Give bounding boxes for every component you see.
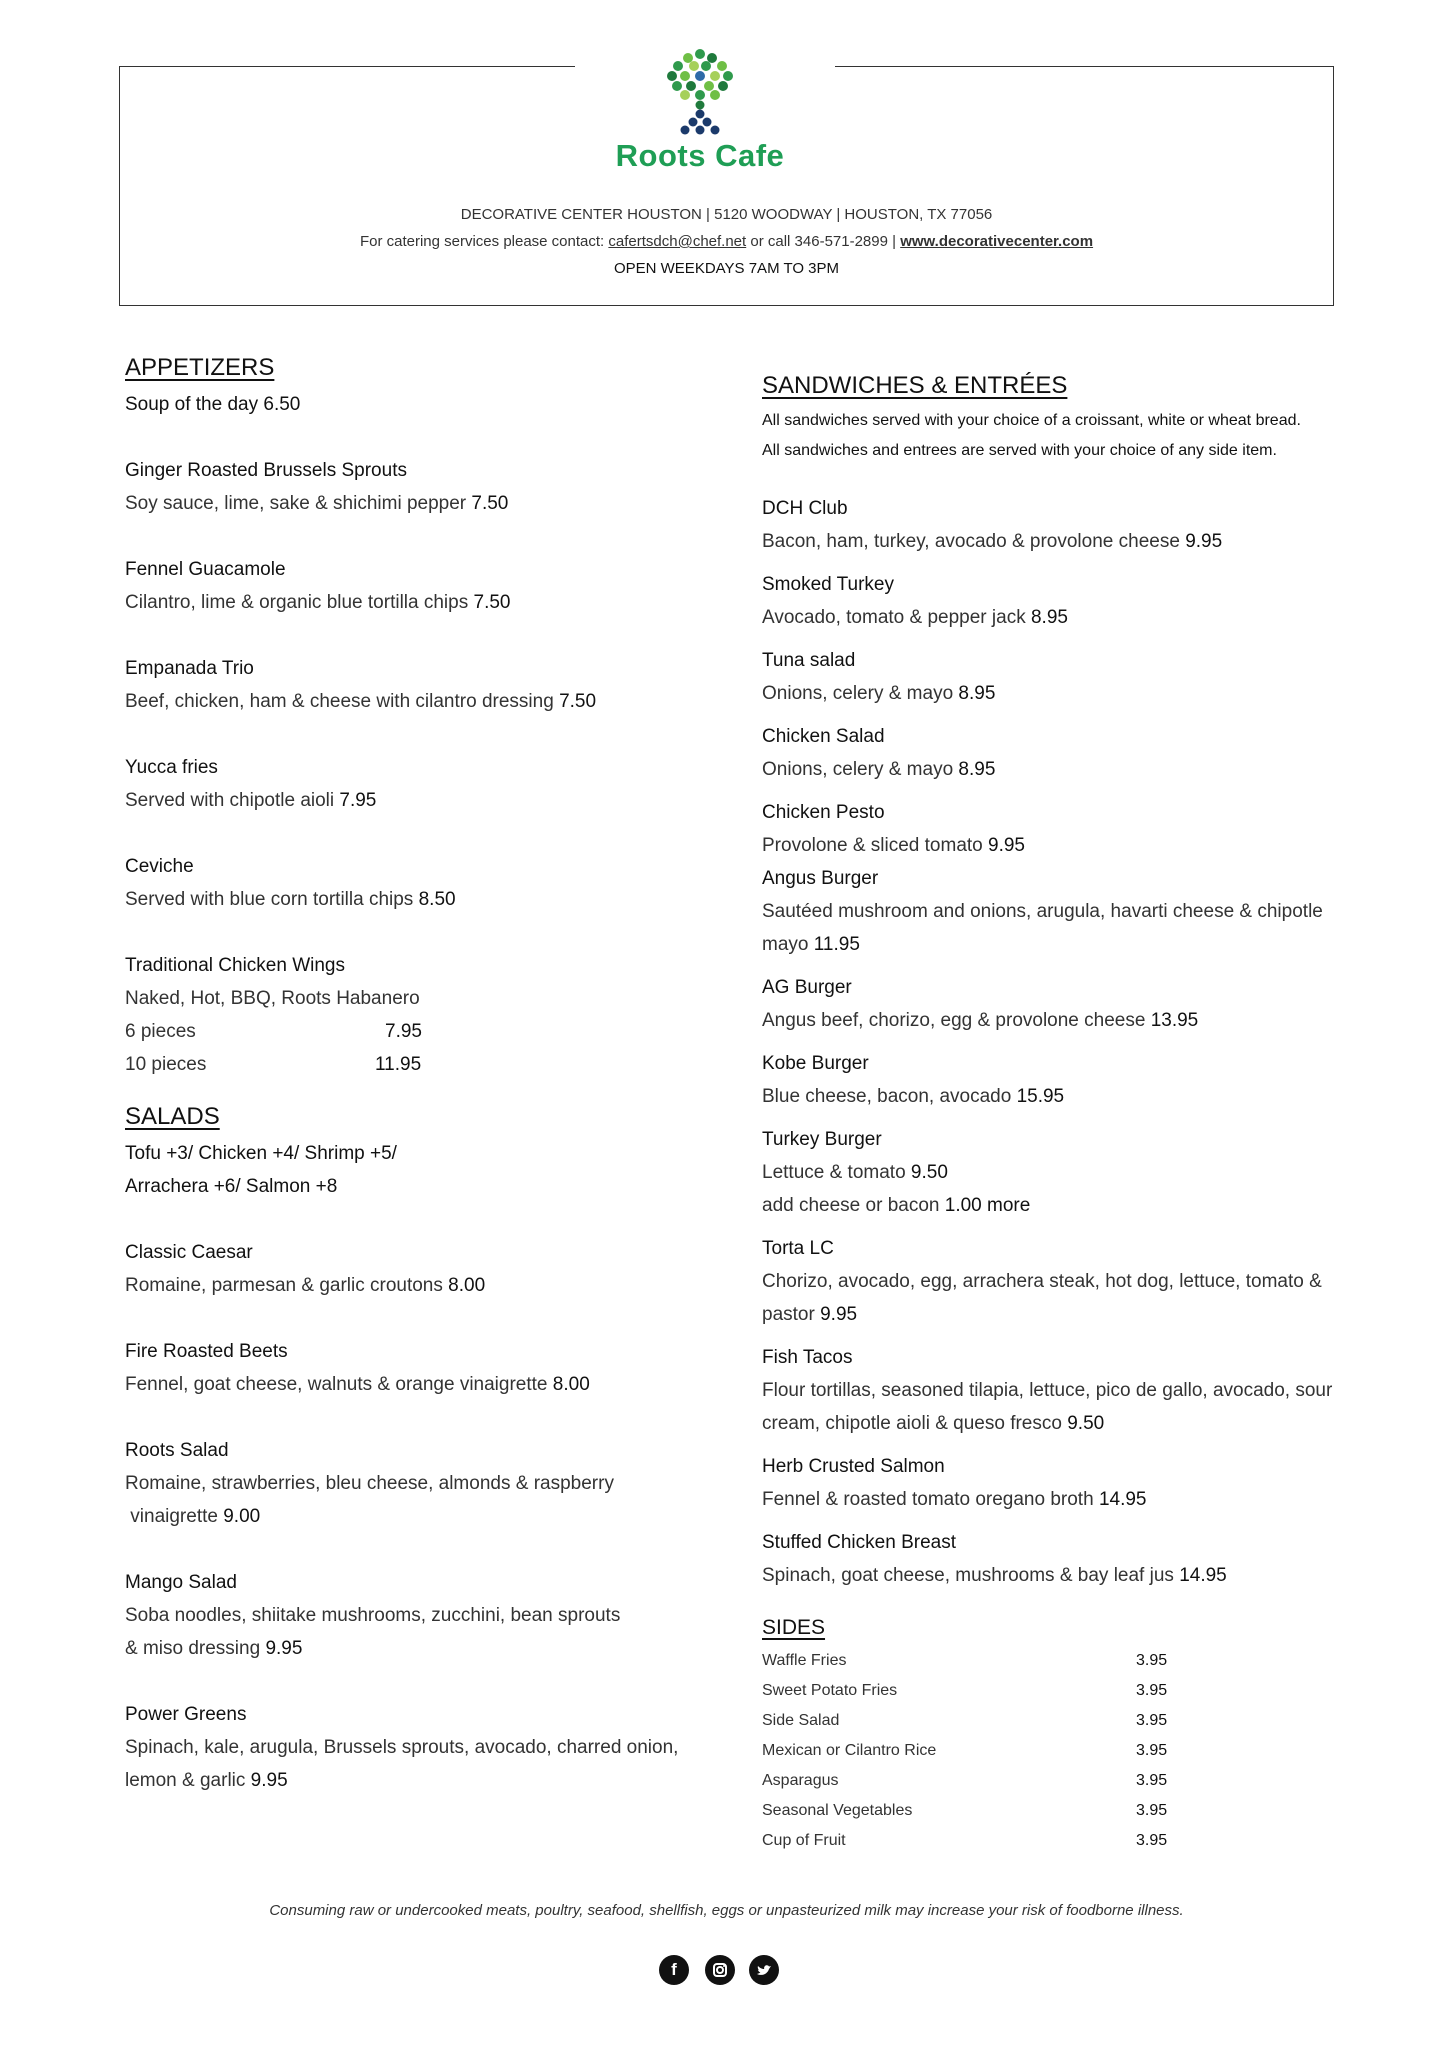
item-name: Torta LC [762,1238,834,1259]
item-price: 8.95 [958,683,996,704]
menu-item [762,796,1342,862]
soup-of-the-day: Soup of the day 6.50 [125,394,301,415]
address-line: DECORATIVE CENTER HOUSTON | 5120 WOODWAY | HOUSTON, TX 77056 [460,206,993,223]
item-name: Power Greens [125,1704,247,1725]
item-price: 8.00 [552,1374,590,1395]
menu-item [762,1526,1342,1592]
food-safety-disclaimer: Consuming raw or undercooked meats, poultry, seafood, shellfish, eggs or unpasteurized milk may increase your risk of foodborne illness. [269,1902,1184,1919]
menu-item [125,1566,685,1665]
item-price: 15.95 [1016,1086,1065,1107]
item-price: 9.95 [265,1638,303,1659]
item-name: Angus Burger [762,868,879,889]
item-price: 9.95 [1185,531,1223,552]
side-item [762,1676,1342,1706]
item-price: 8.00 [448,1275,486,1296]
side-name: Seasonal Vegetables [762,1802,913,1819]
item-desc: Bacon, ham, turkey, avocado & provolone cheese [762,531,1186,552]
item-price: 8.95 [958,759,996,780]
item-desc: Blue cheese, bacon, avocado [762,1086,1017,1107]
item-price: 14.95 [1098,1489,1147,1510]
item-name: Smoked Turkey [762,574,894,595]
side-item [762,1766,1342,1796]
item-desc: mayo [762,934,814,955]
item-price: 8.95 [1030,607,1068,628]
catering-line [119,233,1334,250]
wing-option-price: 7.95 [385,1021,422,1042]
menu-item [762,1232,1342,1331]
hours-line: OPEN WEEKDAYS 7AM TO 3PM [613,260,840,277]
item-desc: lemon & garlic [125,1770,251,1791]
side-item [762,1706,1342,1736]
menu-item [125,850,685,916]
side-name: Asparagus [762,1772,839,1789]
menu-item [125,1335,685,1401]
tree-logo-icon [655,46,745,144]
item-price: 9.50 [1067,1413,1105,1434]
side-item [762,1796,1342,1826]
catering-prefix: For catering services please contact: [359,233,609,250]
item-name: Chicken Pesto [762,802,885,823]
item-desc: Soy sauce, lime, sake & shichimi pepper [125,493,472,514]
item-desc: Served with blue corn tortilla chips [125,889,419,910]
item-price: 7.50 [471,493,509,514]
item-price: 9.95 [820,1304,858,1325]
item-name: DCH Club [762,498,848,519]
item-price: 7.50 [473,592,511,613]
wing-option [125,1048,685,1081]
item-desc: & miso dressing [125,1638,266,1659]
item-desc: Sautéed mushroom and onions, arugula, havarti cheese & chipotle [762,901,1323,922]
facebook-icon[interactable]: f [659,1955,689,1985]
side-price: 3.95 [1136,1772,1168,1789]
side-name: Waffle Fries [762,1652,847,1669]
menu-item [125,1434,685,1533]
menu-item [762,971,1342,1037]
item-desc: Beef, chicken, ham & cheese with cilantro dressing [125,691,560,712]
item-desc: Provolone & sliced tomato [762,835,989,856]
side-price: 3.95 [1136,1802,1168,1819]
catering-phone: or call 346-571-2899 | [746,233,901,250]
wing-option [125,1015,685,1048]
wing-option-label: 6 pieces [125,1021,196,1042]
item-price: 9.50 [910,1162,948,1183]
salad-addons: Tofu +3/ Chicken +4/ Shrimp +5/ [125,1143,397,1164]
menu-item [762,492,1342,558]
item-desc: Cilantro, lime & organic blue tortilla chips [125,592,474,613]
item-desc: Chorizo, avocado, egg, arrachera steak, hot dog, lettuce, tomato & [762,1271,1322,1292]
menu-item [762,1450,1342,1516]
wings-flavors: Naked, Hot, BBQ, Roots Habanero [125,988,420,1009]
side-name: Cup of Fruit [762,1832,846,1849]
item-desc: Onions, celery & mayo [762,683,959,704]
sandwich-note: All sandwiches served with your choice of a croissant, white or wheat bread. [762,412,1301,429]
item-name: Herb Crusted Salmon [762,1456,945,1477]
item-desc: Flour tortillas, seasoned tilapia, lettuce, pico de gallo, avocado, sour [762,1380,1333,1401]
wing-option-price: 11.95 [375,1054,422,1075]
item-name: Mango Salad [125,1572,237,1593]
item-price: 9.00 [223,1506,261,1527]
side-item [762,1646,1342,1676]
item-price: 7.95 [339,790,377,811]
instagram-icon[interactable] [705,1955,735,1985]
item-desc: Romaine, parmesan & garlic croutons [125,1275,449,1296]
menu-item [762,720,1342,786]
item-name: Fish Tacos [762,1347,853,1368]
side-item [762,1736,1342,1766]
item-price: 11.95 [813,934,860,955]
menu-item [762,1123,1342,1222]
item-name: Tuna salad [762,650,856,671]
item-price: 9.95 [988,835,1025,856]
menu-item [125,751,685,817]
item-price: 14.95 [1179,1565,1227,1586]
item-name: Traditional Chicken Wings [125,955,345,976]
item-name: Yucca fries [125,757,218,778]
menu-item [125,652,685,718]
catering-email-link[interactable]: cafertsdch@chef.net [608,233,747,250]
item-price: 13.95 [1150,1010,1199,1031]
menu-item [125,1236,685,1302]
item-name: Fire Roasted Beets [125,1341,288,1362]
menu-item [762,1341,1342,1440]
salad-addons: Arrachera +6/ Salmon +8 [125,1176,338,1197]
item-name: Ginger Roasted Brussels Sprouts [125,460,407,481]
item-desc: pastor [762,1304,821,1325]
menu-item [125,553,685,619]
item-desc: Angus beef, chorizo, egg & provolone cheese [762,1010,1151,1031]
sandwiches-title: SANDWICHES & ENTRÉES [762,372,1068,399]
side-price: 3.95 [1136,1652,1168,1669]
item-desc: Soba noodles, shiitake mushrooms, zucchini, bean sprouts [125,1605,621,1626]
sandwich-note: All sandwiches and entrees are served with your choice of any side item. [762,442,1277,459]
item-name: Roots Salad [125,1440,229,1461]
item-name: Empanada Trio [125,658,254,679]
salads-title: SALADS [125,1103,220,1130]
item-desc: Served with chipotle aioli [125,790,340,811]
brand-name: Roots Cafe [615,138,785,173]
menu-item [762,644,1342,710]
sides-list [762,1646,1342,1856]
item-name: Stuffed Chicken Breast [762,1532,956,1553]
item-price: 1.00 more [944,1195,1031,1216]
left-column [125,354,685,1797]
item-desc: vinaigrette [125,1506,224,1527]
item-name: Kobe Burger [762,1053,869,1074]
menu-item [125,1698,685,1797]
side-name: Side Salad [762,1712,840,1729]
right-column [762,372,1342,1856]
menu-item [125,454,685,520]
side-price: 3.95 [1136,1832,1168,1849]
website-link[interactable]: www.decorativecenter.com [900,233,1094,250]
item-desc: add cheese or bacon [762,1195,945,1216]
item-price: 9.95 [250,1770,288,1791]
item-desc: cream, chipotle aioli & queso fresco [762,1413,1068,1434]
appetizers-title: APPETIZERS [125,354,275,381]
side-name: Mexican or Cilantro Rice [762,1742,937,1759]
menu-item-wings [125,949,685,1081]
item-name: Classic Caesar [125,1242,253,1263]
sides-title: SIDES [762,1616,826,1639]
item-desc: Onions, celery & mayo [762,759,959,780]
item-price: 7.50 [559,691,597,712]
item-name: AG Burger [762,977,852,998]
side-item [762,1826,1342,1856]
item-desc: Spinach, goat cheese, mushrooms & bay leaf jus [762,1565,1180,1586]
item-desc: Lettuce & tomato [762,1162,911,1183]
side-price: 3.95 [1136,1712,1168,1729]
item-name: Chicken Salad [762,726,885,747]
item-price: 8.50 [418,889,456,910]
side-name: Sweet Potato Fries [762,1682,898,1699]
item-desc: Fennel & roasted tomato oregano broth [762,1489,1099,1510]
menu-item [762,1047,1342,1113]
menu-item [762,862,1342,961]
item-name: Fennel Guacamole [125,559,286,580]
side-price: 3.95 [1136,1682,1168,1699]
item-desc: Fennel, goat cheese, walnuts & orange vinaigrette [125,1374,553,1395]
twitter-icon[interactable] [749,1955,779,1985]
item-desc: Avocado, tomato & pepper jack [762,607,1031,628]
item-name: Ceviche [125,856,194,877]
item-desc: Romaine, strawberries, bleu cheese, almonds & raspberry [125,1473,614,1494]
menu-item [762,568,1342,634]
side-price: 3.95 [1136,1742,1168,1759]
item-name: Turkey Burger [762,1129,882,1150]
item-desc: Spinach, kale, arugula, Brussels sprouts, avocado, charred onion, [125,1737,679,1758]
wing-option-label: 10 pieces [125,1054,207,1075]
